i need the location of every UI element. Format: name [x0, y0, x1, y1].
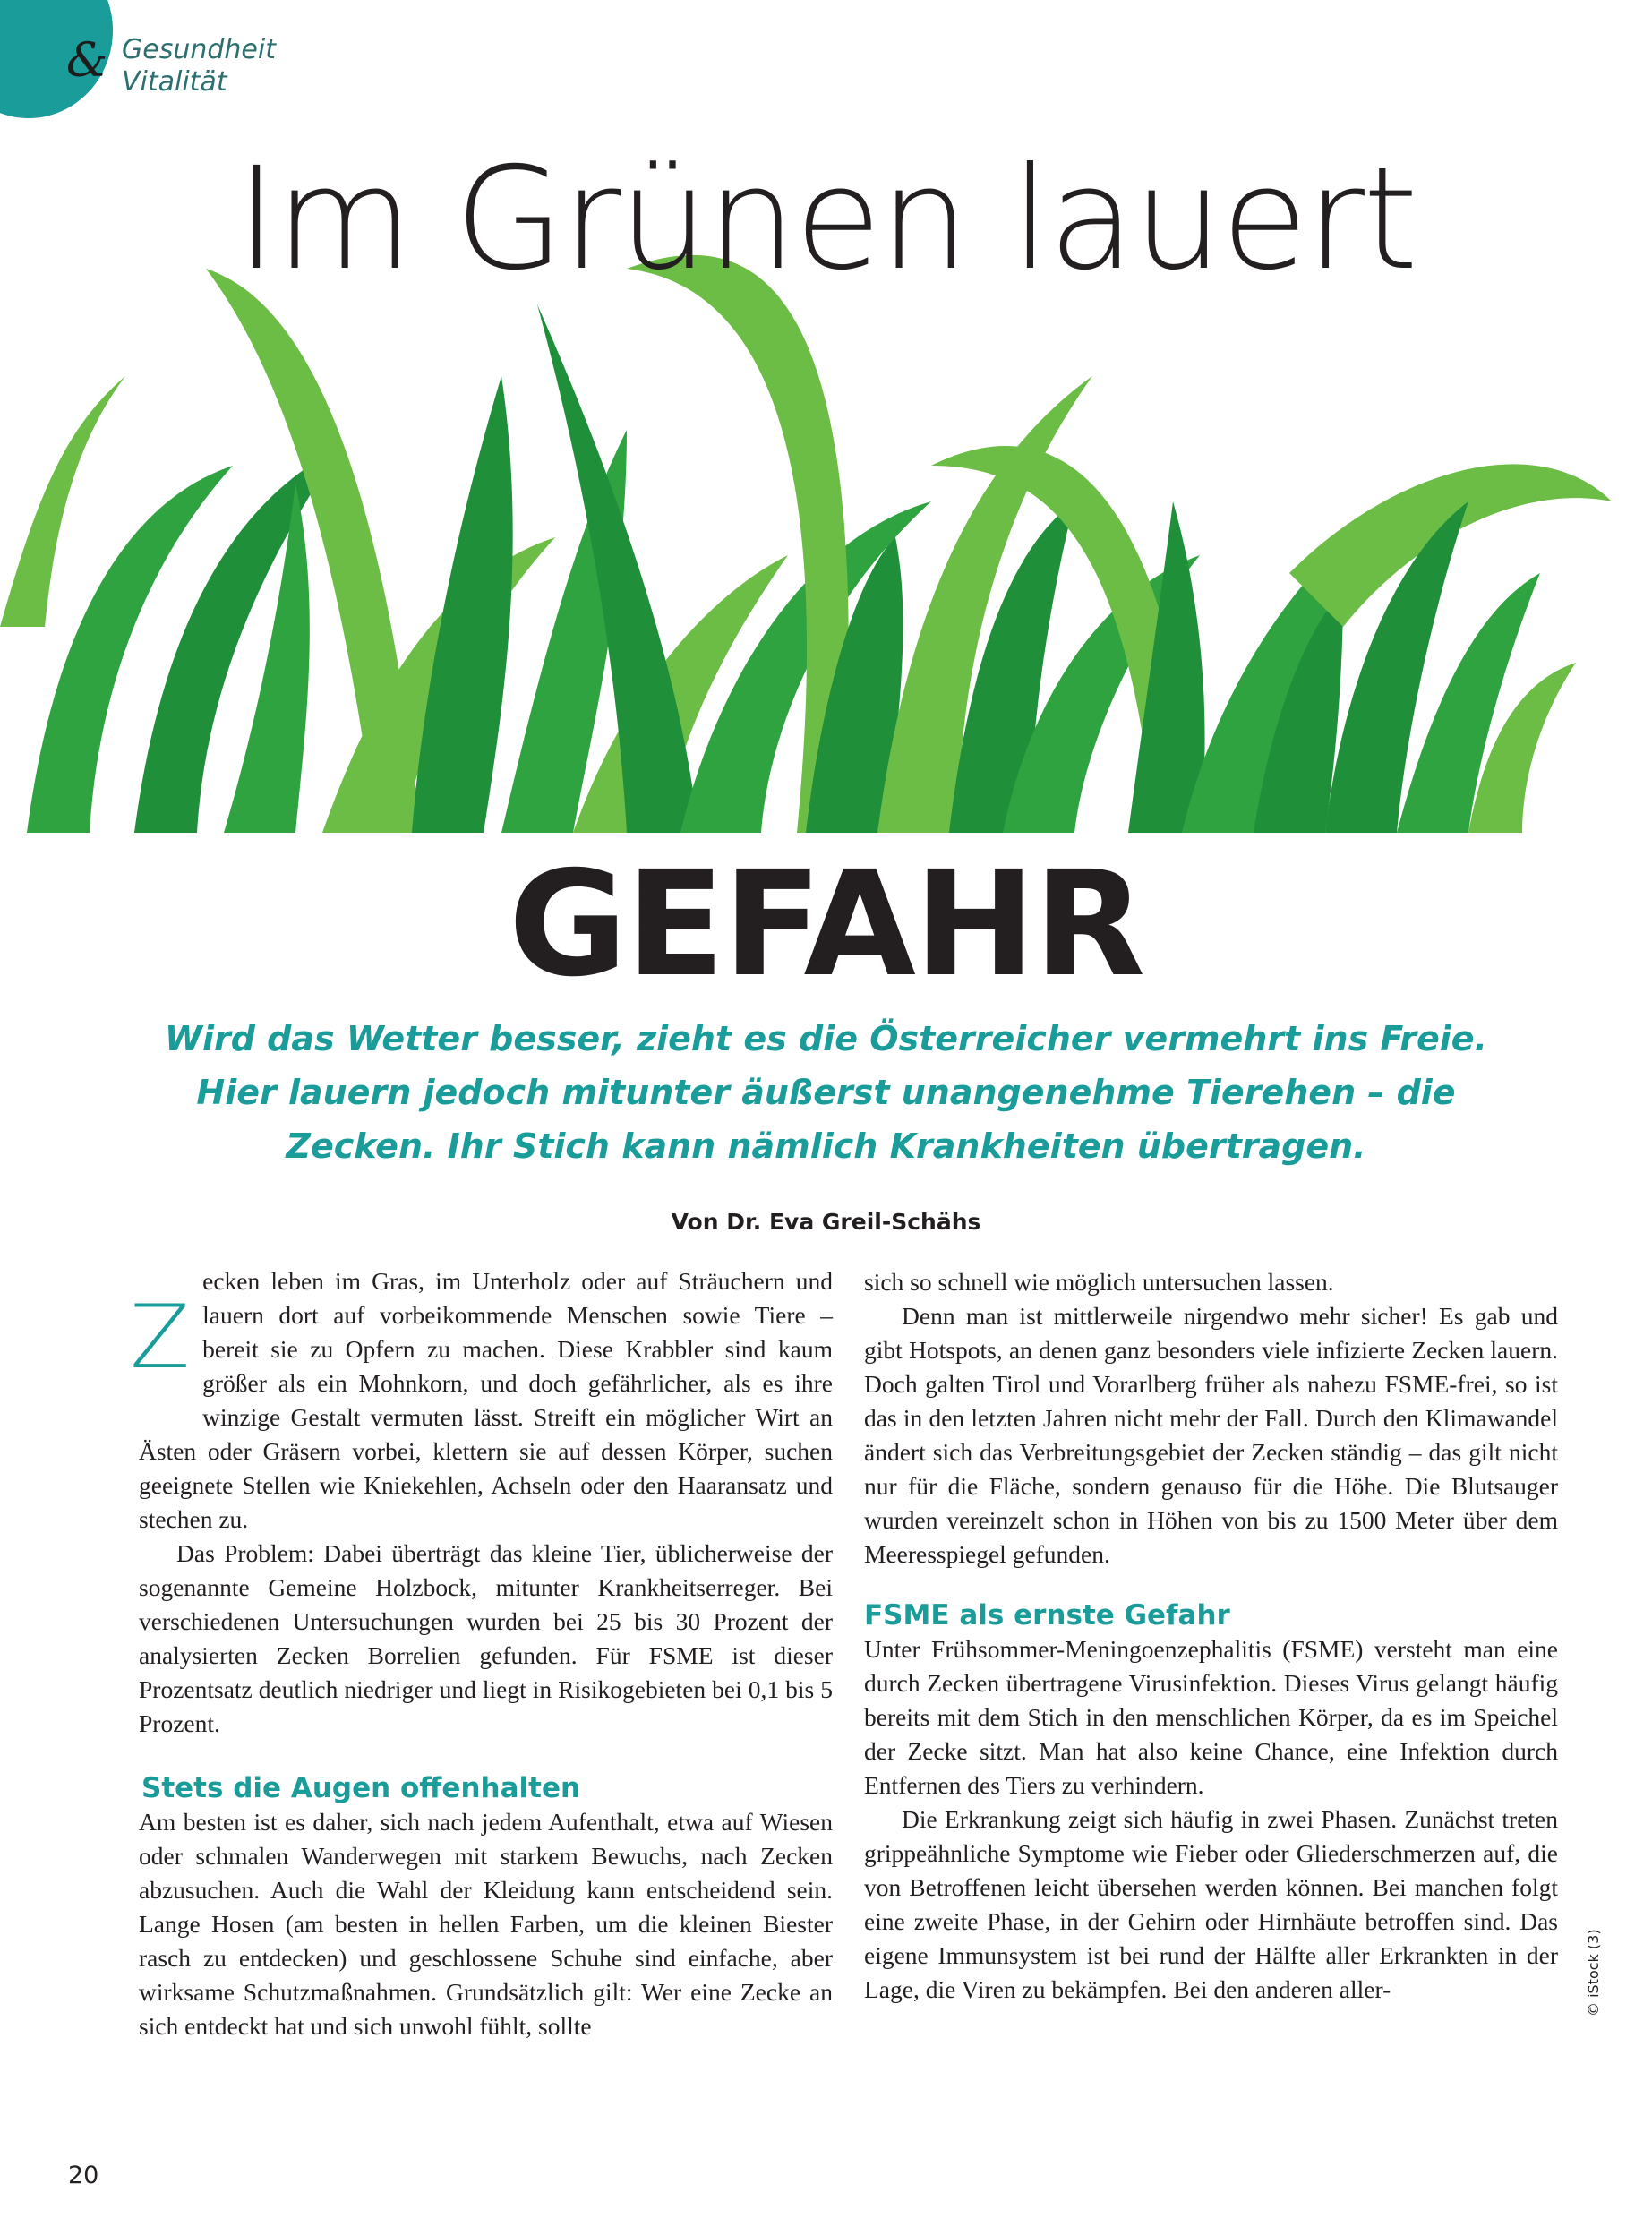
- photo-credit: © iStock (3): [1585, 1929, 1602, 2017]
- article-headline: GEFAHR: [508, 841, 1144, 1009]
- paragraph-2: Das Problem: Dabei überträgt das kleine Tier, üblicherweise der sogenannte Gemeine Holzbock, mitunter Krankheitserreger. Bei verschiedenen Untersuchungen wurden bei 25 bis 30 Prozent der analysierten Zecken Borrelien gefunden. Für FSME ist dieser Prozentsatz deutlich niedriger und liegt in Risikogebieten bei 0,1 bis 5 Prozent.: [139, 1539, 833, 1737]
- grass-blade: [412, 376, 513, 833]
- section-rubric: [0, 0, 276, 118]
- lead-paragraph: Wird das Wetter besser, zieht es die Österreicher vermehrt ins Freie. Hier lauern jedoch mitunter äußerst unangenehme Tierehen – die Zecken. Ihr Stich kann nämlich Krankheiten übertragen.: [165, 1019, 1487, 1166]
- article-column-1: [130, 1264, 833, 2043]
- subheading-1: Stets die Augen offenhalten: [141, 1772, 581, 1804]
- paragraph-5: Denn man ist mittlerweile nirgendwo mehr sicher! Es gab und gibt Hotspots, an denen ganz besonders viele infizierte Zecken lauern. Doch galten Tirol und Vorarlberg früher als nahezu FSME-frei, so ist das in den letzten Jahren nicht mehr der Fall. Durch den Klimawandel ändert sich das Verbreitungsgebiet der Zecken ständig – das gilt nicht nur für die Fläche, sondern genauso für die Höhe. Die Blutsauger wurden vereinzelt schon in Höhen von bis zu 1500 Meter über dem Meeresspiegel gefunden.: [864, 1302, 1558, 1568]
- drop-cap: Z: [130, 1287, 191, 1389]
- article-title: Im Grünen lauert: [235, 137, 1417, 302]
- rubric-label: [122, 34, 276, 98]
- paragraph-4: sich so schnell wie möglich untersuchen lassen.: [864, 1268, 1334, 1296]
- paragraph-3: Am besten ist es daher, sich nach jedem Aufenthalt, etwa auf Wiesen oder schmalen Wanderwegen mit starkem Bewuchs, nach Zecken abzusuchen. Auch die Wahl der Kleidung kann entscheidend sein. Lange Hosen (am besten in hellen Farben, um die kleinen Biester rasch zu entdecken) und geschlossene Schuhe sind einfache, aber wirksame Schutzmaßnahmen. Grundsätzlich gilt: Wer eine Zecke an sich entdeckt hat und sich unwohl fühlt, sollte: [139, 1808, 833, 2040]
- paragraph-7: Die Erkrankung zeigt sich häufig in zwei Phasen. Zunächst treten grippeähnliche Symptome wie Fieber oder Gliederschmerzen auf, die von Betroffenen leicht übersehen werden können. Bei manchen folgt eine zweite Phase, in der Gehirn oder Hirnhäute betroffen sind. Das eigene Immunsystem ist bei rund der Hälfte aller Erkrankten in der Lage, die Viren zu bekämpfen. Bei den anderen aller-: [864, 1805, 1558, 2003]
- rubric-ampersand: &: [66, 34, 108, 88]
- paragraph-6: Unter Frühsommer-Meningoenzephalitis (FSME) versteht man eine durch Zecken übertragene Virusinfektion. Dieses Virus gelangt häufig bereits mit dem Stich in den menschlichen Körper, da es im Speichel der Zecke sitzt. Man hat also keine Chance, eine Infektion durch Entfernen des Tiers zu verhindern.: [864, 1635, 1558, 1799]
- byline: Von Dr. Eva Greil-Schähs: [671, 1209, 981, 1235]
- rubric-line-2: Vitalität: [122, 66, 227, 98]
- paragraph-1: ecken leben im Gras, im Unterholz oder auf Sträuchern und lauern dort auf vorbeikommende Menschen sowie Tiere – bereit sie zu Opfern zu machen. Diese Krabbler sind kaum größer als ein Mohnkorn, und doch gefährlicher, als es ihre winzige Gestalt vermuten lässt. Streift ein möglicher Wirt an Ästen oder Gräsern vorbei, klettern sie auf dessen Körper, suchen geeignete Stellen wie Kniekehlen, Achseln oder den Haaransatz und stechen zu.: [139, 1267, 833, 1533]
- subheading-2: FSME als ernste Gefahr: [864, 1599, 1230, 1631]
- rubric-line-1: Gesundheit: [122, 34, 276, 65]
- article-column-2: [864, 1265, 1558, 2007]
- grass-illustration: [0, 0, 1652, 860]
- page-number: 20: [68, 2162, 99, 2189]
